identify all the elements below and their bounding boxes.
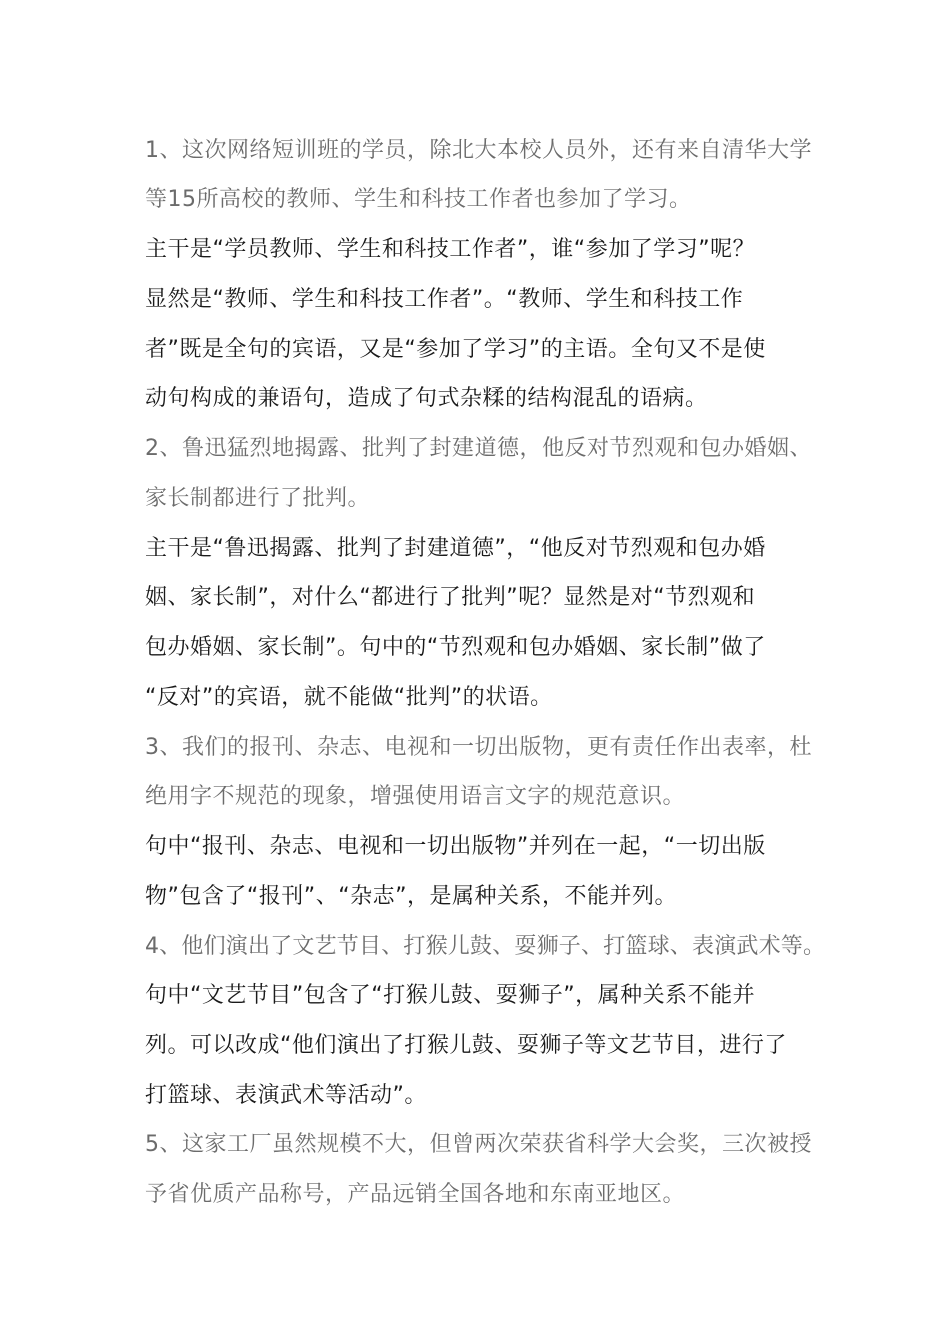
item-1-analysis-line-4: 动句构成的兼语句，造成了句式杂糅的结构混乱的语病。 bbox=[145, 386, 708, 411]
item-4-analysis-line-3: 打篮球、表演武术等活动”。 bbox=[145, 1083, 427, 1108]
item-4-analysis-line-1: 句中“文艺节目”包含了“打猴儿鼓、耍狮子”，属种关系不能并 bbox=[145, 983, 756, 1008]
item-4-analysis-line-2: 列。可以改成“他们演出了打猴儿鼓、耍狮子等文艺节目，进行了 bbox=[145, 1033, 787, 1058]
item-5-question-line-1: 5、这家工厂虽然规模不大，但曾两次荣获省科学大会奖，三次被授 bbox=[145, 1132, 812, 1157]
item-3-analysis-line-1: 句中“报刊、杂志、电视和一切出版物”并列在一起，“一切出版 bbox=[145, 834, 766, 859]
item-1-analysis-line-3: 者”既是全句的宾语，又是“参加了学习”的主语。全句又不是使 bbox=[145, 337, 766, 362]
item-3-question-line-2: 绝用字不规范的现象，增强使用语言文字的规范意识。 bbox=[145, 784, 686, 809]
item-1-analysis-line-2: 显然是“教师、学生和科技工作者”。“教师、学生和科技工作 bbox=[145, 287, 744, 312]
item-2-analysis-line-4: “反对”的宾语，就不能做“批判”的状语。 bbox=[145, 685, 553, 710]
item-3-question-line-1: 3、我们的报刊、杂志、电视和一切出版物，更有责任作出表率，杜 bbox=[145, 735, 812, 760]
item-2-analysis-line-1: 主干是“鲁迅揭露、批判了封建道德”，“他反对节烈观和包办婚 bbox=[145, 536, 766, 561]
item-1-analysis-line-1: 主干是“学员教师、学生和科技工作者”，谁“参加了学习”呢？ bbox=[145, 237, 756, 262]
item-5-question-line-2: 予省优质产品称号，产品远销全国各地和东南亚地区。 bbox=[145, 1182, 686, 1207]
item-4-question-line-1: 4、他们演出了文艺节目、打猴儿鼓、耍狮子、打篮球、表演武术等。 bbox=[145, 934, 826, 959]
item-1-question-line-2: 等15所高校的教师、学生和科技工作者也参加了学习。 bbox=[145, 187, 692, 212]
item-2-question-line-2: 家长制都进行了批判。 bbox=[145, 486, 371, 511]
item-1-question-line-1: 1、这次网络短训班的学员，除北大本校人员外，还有来自清华大学 bbox=[145, 138, 812, 163]
item-2-analysis-line-2: 姻、家长制”，对什么“都进行了批判”呢？显然是对“节烈观和 bbox=[145, 585, 756, 610]
item-3-analysis-line-2: 物”包含了“报刊”、“杂志”，是属种关系，不能并列。 bbox=[145, 884, 677, 909]
item-2-analysis-line-3: 包办婚姻、家长制”。句中的“节烈观和包办婚姻、家长制”做了 bbox=[145, 635, 766, 660]
item-2-question-line-1: 2、鲁迅猛烈地揭露、批判了封建道德，他反对节烈观和包办婚姻、 bbox=[145, 436, 812, 461]
